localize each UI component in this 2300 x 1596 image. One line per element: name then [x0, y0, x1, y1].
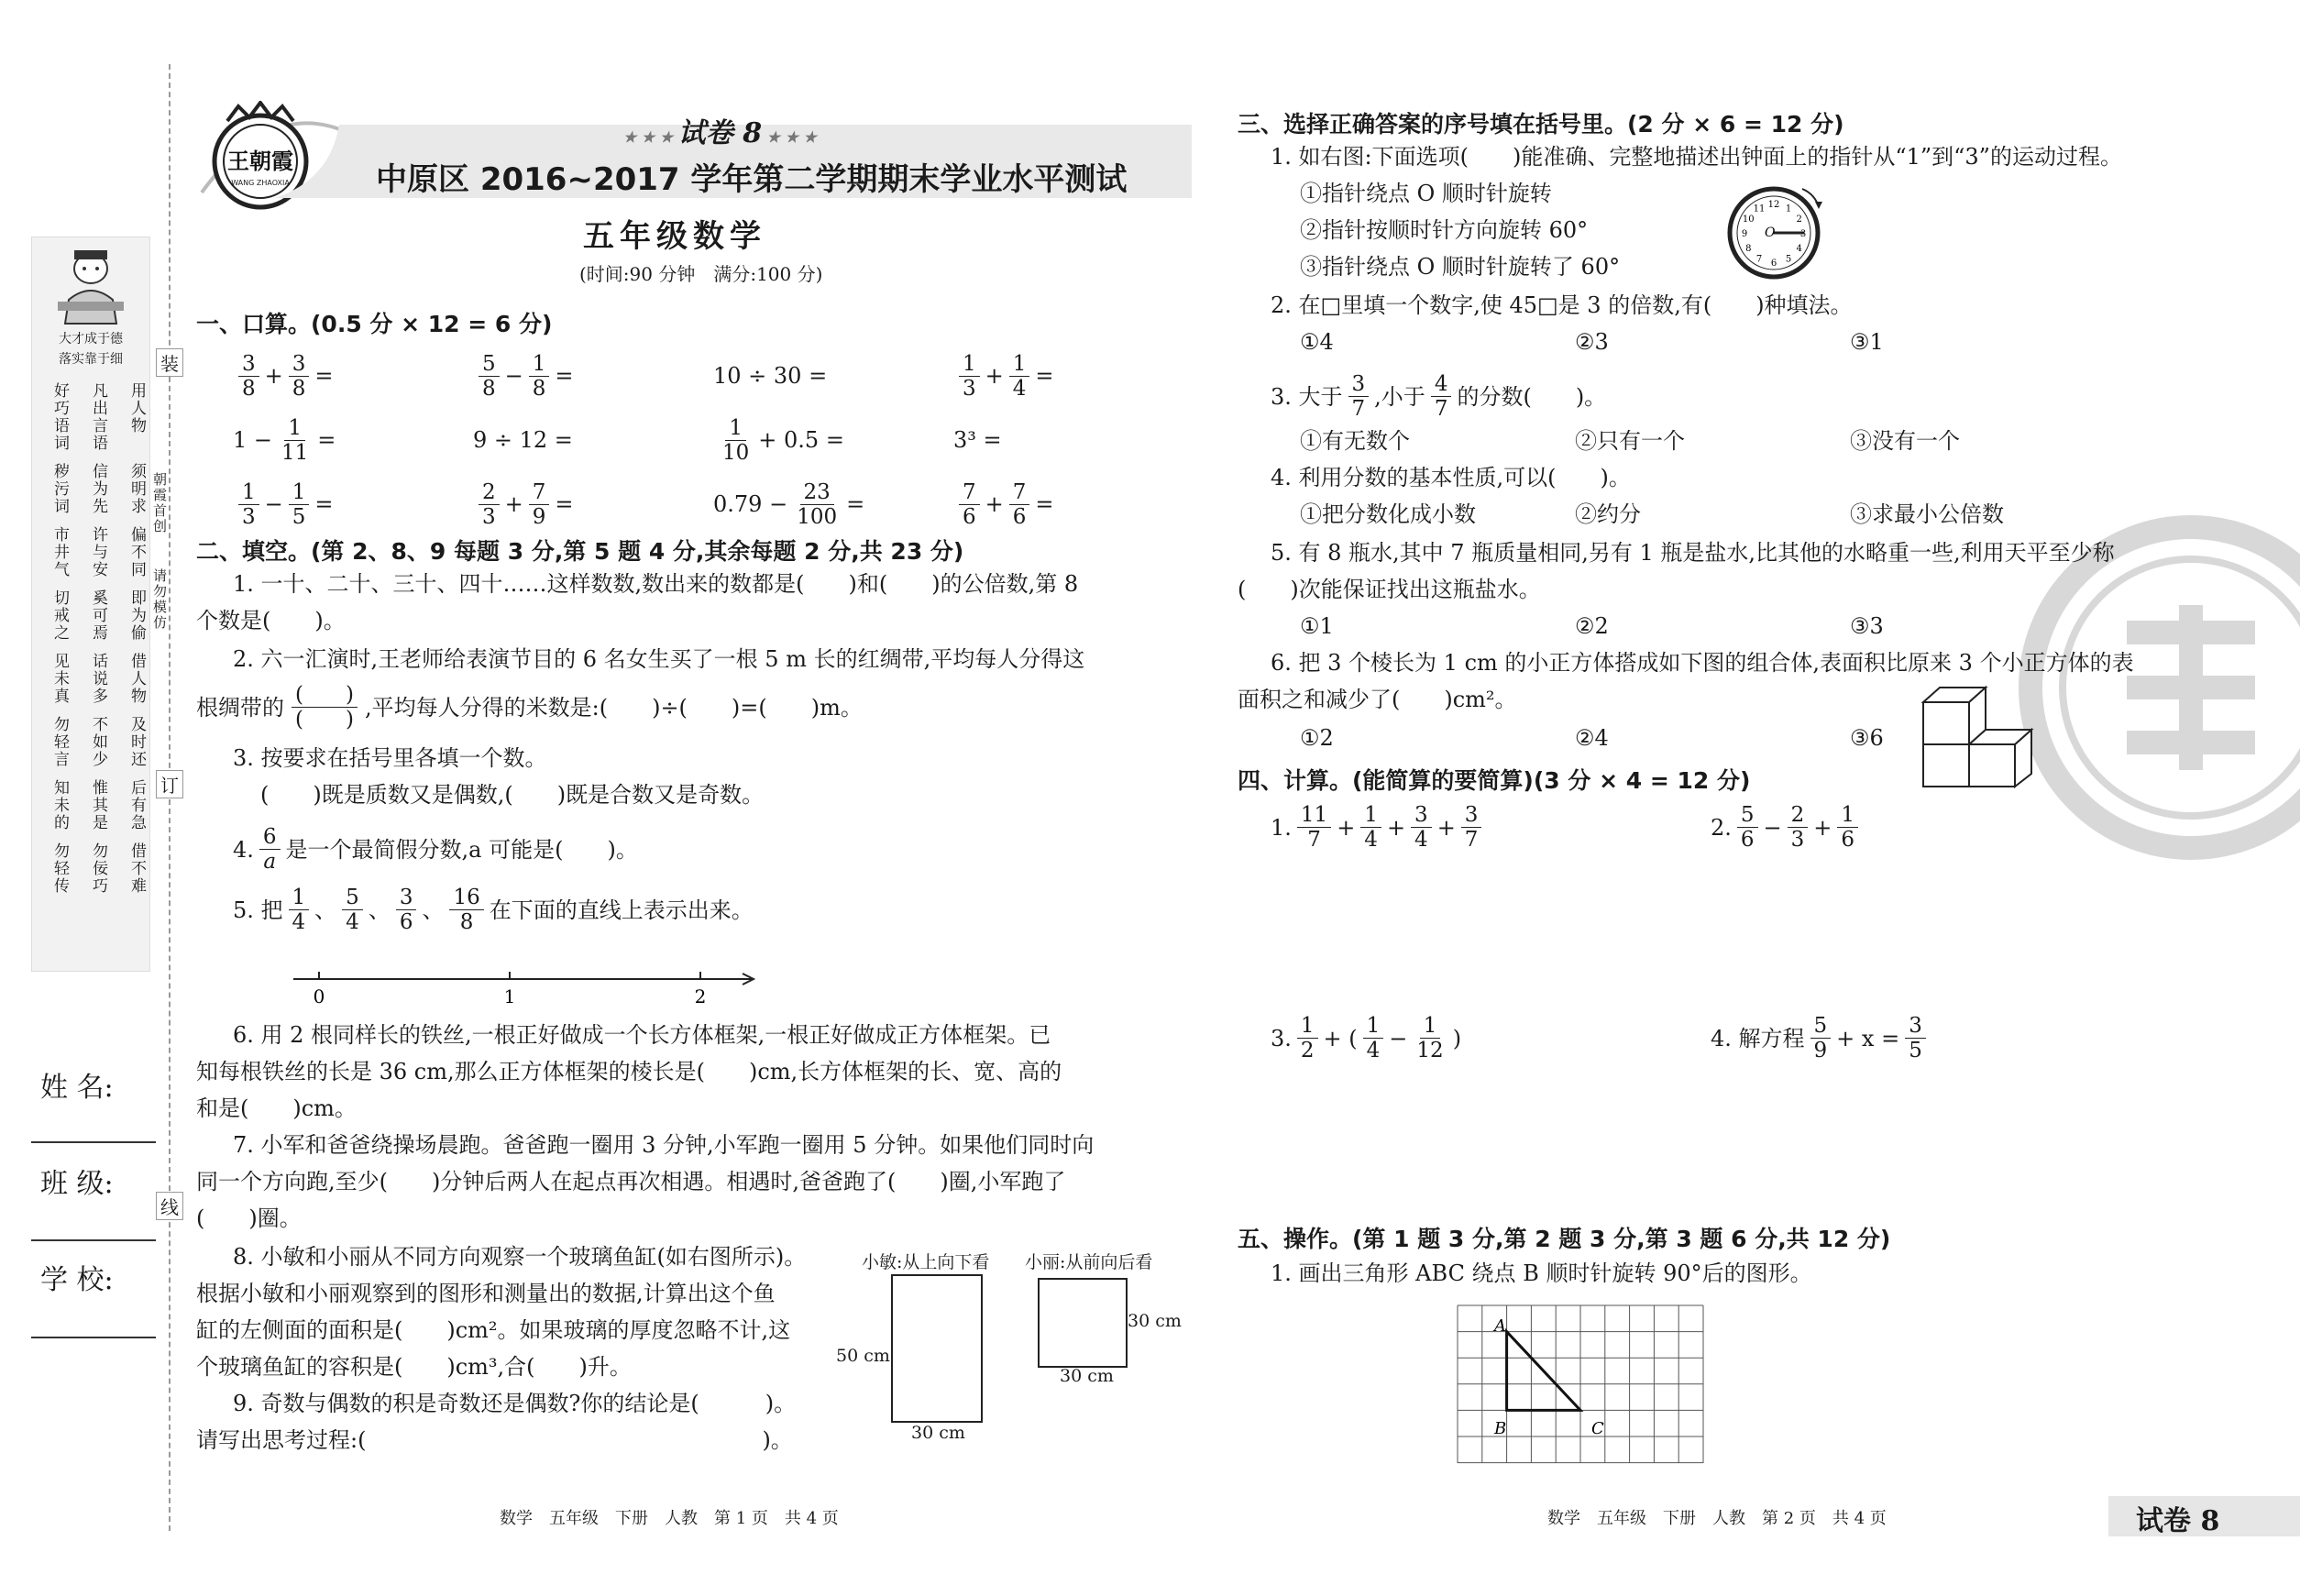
fraction-num: 3: [1461, 803, 1482, 828]
fraction: [959, 352, 980, 401]
q5-sep: 、: [368, 897, 391, 923]
calc-eq: =: [555, 491, 574, 517]
oral-calc-item: [233, 416, 473, 465]
fraction-den: 4: [1012, 376, 1027, 401]
fraction-num: 23: [800, 480, 834, 505]
proverb-grid: [32, 382, 149, 895]
option[interactable]: ③3: [1850, 613, 1884, 639]
calc-op: +: [1436, 814, 1456, 841]
fraction-num: 5: [1737, 803, 1758, 828]
point-label: A: [1494, 1316, 1506, 1336]
calc-op: −: [1763, 814, 1782, 841]
s2-q8b: 根据小敏和小丽观察到的图形和测量出的数据,计算出这个鱼: [196, 1281, 776, 1306]
calc-op: +: [1337, 814, 1356, 841]
proverb: 奚可焉: [89, 589, 107, 642]
fraction-num: 3: [396, 886, 417, 910]
s3-q1-opt1[interactable]: ①指针绕点 O 顺时针旋转: [1300, 181, 1552, 206]
dim-bottom1: 30 cm: [911, 1423, 965, 1443]
proverb: 及时还: [127, 716, 146, 768]
calc-op: ): [1452, 1025, 1462, 1051]
cutline-char-2: 订: [156, 770, 183, 798]
calc-eq: =: [314, 491, 334, 517]
oral-calc-item: [233, 352, 473, 401]
proverb: 知未的: [50, 779, 69, 831]
fraction: [238, 480, 259, 529]
calc-eq: =: [314, 363, 334, 389]
fraction-num: 1: [1297, 1014, 1318, 1039]
fraction-num: 1: [1009, 352, 1030, 377]
option[interactable]: ③没有一个: [1850, 428, 1960, 454]
proverb: 见未真: [50, 653, 69, 705]
name-field[interactable]: [31, 1141, 156, 1143]
fraction-num: 1: [1420, 1014, 1441, 1039]
fraction: [1363, 1014, 1384, 1062]
s4-title: 四、计算。(能简算的要简算)(3 分 × 4 = 12 分): [1238, 767, 1751, 794]
clock-numeral: 5: [1785, 254, 1792, 265]
calc-op: −: [264, 491, 283, 517]
fraction: [1009, 480, 1030, 529]
clock-icon: [1723, 180, 1824, 281]
calc-op: +: [264, 363, 283, 389]
fraction-den: 3: [963, 376, 976, 401]
proverb: 秽污词: [50, 463, 69, 515]
fraction-den: 3: [242, 504, 256, 529]
fraction: [238, 352, 259, 401]
q3-f2-d: 7: [1434, 397, 1448, 421]
s2-q4b: 是一个最简假分数,a 可能是( )。: [285, 836, 638, 863]
s2-q1a: 1. 一十、二十、三十、四十……这样数数,数出来的数都是( )和( )的公倍数,第 8: [233, 571, 1079, 597]
proverb: 勿佞巧: [89, 842, 107, 895]
s2-q5b: 在下面的直线上表示出来。: [489, 897, 754, 923]
s2-q8d: 个玻璃鱼缸的容积是( )cm³,合( )升。: [196, 1354, 632, 1380]
fraction-den: 6: [1841, 828, 1855, 852]
fraction-den: 6: [399, 910, 413, 934]
fraction-den: 4: [1364, 828, 1378, 852]
fraction-den: 8: [292, 376, 306, 401]
exam-title: 中原区 2016~2017 学年第二学期期末学业水平测试: [376, 161, 1128, 198]
proverb: 借不难: [127, 842, 146, 895]
q5-sep: 、: [314, 897, 337, 923]
fraction-den: 4: [292, 910, 306, 934]
fraction: [1810, 1014, 1832, 1062]
proverb: 惟其是: [89, 779, 107, 831]
fraction-num: 5: [342, 886, 363, 910]
dim-bottom2: 30 cm: [1060, 1366, 1114, 1386]
fraction: [278, 416, 312, 465]
s2-q2b2: ,平均每人分得的米数是:( )÷( )=( )m。: [365, 694, 863, 721]
s3-q1-opt3[interactable]: ③指针绕点 O 顺时针旋转了 60°: [1300, 254, 1621, 280]
s3-q1: 1. 如右图:下面选项( )能准确、完整地描述出钟面上的指针从“1”到“3”的运动过程。: [1271, 144, 2122, 170]
proverb: 借人物: [127, 653, 146, 705]
fraction-den: 10: [722, 440, 750, 465]
fraction-num: 3: [238, 352, 259, 377]
fraction-num: 1: [959, 352, 980, 377]
s2-q5a: 5. 把: [233, 897, 283, 923]
option[interactable]: ①1: [1300, 613, 1334, 639]
fraction-num: 1: [289, 886, 310, 910]
q4-den: a: [263, 850, 277, 874]
s2-title: 二、填空。(第 2、8、9 每题 3 分,第 5 题 4 分,其余每题 2 分,共 23 分): [196, 538, 964, 565]
option[interactable]: ③6: [1850, 725, 1884, 751]
s3-q3: [1271, 372, 1606, 421]
calc-eq: + 0.5 =: [758, 427, 844, 453]
proverb: 凡出言语: [89, 382, 107, 452]
footer-left: 数学 五年级 下册 人教 第 1 页 共 4 页: [500, 1509, 839, 1528]
fraction-num: 7: [959, 480, 980, 505]
front-view-rect: [1038, 1278, 1128, 1368]
fraction-den: 8: [532, 376, 546, 401]
calc-eq: =: [846, 491, 865, 517]
number-line-label: 0: [313, 985, 325, 1007]
triangle-abc: [1507, 1332, 1580, 1411]
point-label: C: [1591, 1419, 1604, 1438]
fraction-num: 7: [1009, 480, 1030, 505]
oral-calc-item: [953, 352, 1194, 401]
fraction-den: 9: [1813, 1039, 1828, 1062]
number-line-label: 2: [694, 985, 707, 1007]
fraction-den: 6: [963, 504, 976, 529]
fraction: [479, 352, 500, 401]
s2-q2-blank-fraction[interactable]: $\frac{( )}{( )}$: [290, 683, 359, 732]
s2-q3a: 3. 按要求在括号里各填一个数。: [233, 745, 547, 771]
rotation-grid[interactable]: [1454, 1302, 1707, 1467]
s5-q1: 1. 画出三角形 ABC 绕点 B 顺时针旋转 90°后的图形。: [1271, 1260, 1812, 1286]
s3-q6a: 6. 把 3 个棱长为 1 cm 的小正方体搭成如下图的组合体,表面积比原来 3 个小正方体的表: [1271, 650, 2134, 676]
calc-2: [1711, 803, 1864, 852]
exam-info: (时间:90 分钟 满分:100 分): [579, 263, 823, 285]
calc-text: 3³ =: [953, 427, 1002, 453]
calc-text: 9 ÷ 12 =: [473, 427, 573, 453]
fraction: [289, 480, 310, 529]
s3-title: 三、选择正确答案的序号填在括号里。(2 分 × 6 = 12 分): [1238, 111, 1844, 138]
option[interactable]: ②2: [1575, 613, 1609, 639]
fraction-num: 1: [529, 352, 550, 377]
s2-q2a: 2. 六一汇演时,王老师给表演节目的 6 名女生买了一根 5 m 长的红绸带,平均每人分得这: [233, 646, 1085, 672]
fraction-den: 100: [797, 504, 838, 529]
clock-numeral: 6: [1770, 259, 1777, 269]
subject-title: 五年级数学: [583, 218, 766, 255]
sidebar-proverbs: [31, 237, 150, 972]
clock-numeral: 9: [1741, 229, 1748, 239]
calc-op: +: [1813, 814, 1832, 841]
fraction-den: 3: [482, 504, 496, 529]
fraction-num: 1: [289, 480, 310, 505]
fraction: [959, 480, 980, 529]
logo-sub: WANG ZHAOXIA: [231, 179, 290, 187]
s5-title: 五、操作。(第 1 题 3 分,第 2 题 3 分,第 3 题 6 分,共 12 分): [1238, 1226, 1891, 1252]
option[interactable]: ②只有一个: [1575, 428, 1685, 454]
fraction-num: 1: [1360, 803, 1381, 828]
fraction: [1737, 803, 1758, 852]
option[interactable]: ③1: [1850, 329, 1884, 355]
dim-left: 50 cm: [836, 1346, 890, 1366]
fig-title-1: 小敏:从上向下看: [862, 1252, 990, 1272]
calc-1: [1271, 803, 1487, 852]
clock-numeral: 11: [1753, 204, 1766, 215]
s3-q1-opt2[interactable]: ②指针按顺时针方向旋转 60°: [1300, 217, 1589, 243]
logo-text: 王朝霞: [227, 148, 293, 174]
calc-op: +: [1386, 814, 1406, 841]
cut-note-2: 请勿模仿: [151, 568, 168, 631]
q3-f2-n: 4: [1431, 372, 1452, 397]
fraction-den: 6: [1012, 504, 1027, 529]
fraction-den: 2: [1300, 1039, 1315, 1062]
oral-calc-item: [473, 352, 713, 401]
option[interactable]: ①把分数化成小数: [1300, 501, 1476, 527]
oral-calc-item: [233, 480, 473, 529]
fraction: [529, 480, 550, 529]
fraction-num: 5: [1810, 1014, 1832, 1039]
option[interactable]: ②4: [1575, 725, 1609, 751]
calc-eq: =: [1035, 491, 1054, 517]
calc-number: 4. 解方程: [1711, 1025, 1805, 1051]
s3-q4-options: [1300, 499, 2125, 530]
proverb: 用人物: [127, 382, 146, 435]
motto-line-1: 大才成于德: [59, 332, 123, 347]
calc-op: + (: [1323, 1025, 1358, 1051]
number-line[interactable]: [284, 963, 761, 1008]
fraction-den: 7: [1307, 828, 1321, 852]
fraction: [289, 352, 310, 401]
footer-right: 数学 五年级 下册 人教 第 2 页 共 4 页: [1547, 1509, 1887, 1528]
q3-f1-d: 7: [1351, 397, 1366, 421]
proverb: 好巧语词: [50, 382, 69, 452]
clock-numeral: 12: [1767, 200, 1780, 210]
fraction-den: 7: [1464, 828, 1479, 852]
s2-q8a: 8. 小敏和小丽从不同方向观察一个玻璃鱼缸(如右图所示)。: [233, 1244, 807, 1270]
fraction: [1837, 803, 1858, 852]
fraction-num: 1: [238, 480, 259, 505]
option[interactable]: ①4: [1300, 329, 1334, 355]
q5-fraction: [396, 886, 417, 934]
school-field[interactable]: [31, 1337, 156, 1338]
calc-pre: 1 −: [233, 427, 273, 453]
option[interactable]: ③求最小公倍数: [1850, 501, 2004, 527]
oral-calc-item: [473, 480, 713, 529]
calc-number: 3.: [1271, 1025, 1292, 1051]
fraction-den: 4: [1414, 828, 1428, 852]
calc-eq: =: [1035, 363, 1054, 389]
s2-q7c: ( )圈。: [196, 1205, 302, 1231]
s3-q3-options: [1300, 425, 2125, 457]
s2-q7a: 7. 小军和爸爸绕操场晨跑。爸爸跑一圈用 3 分钟,小军跑一圈用 5 分钟。如果他们同时向: [233, 1132, 1095, 1158]
calc-op: −: [1389, 1025, 1408, 1051]
proverb: 不如少: [89, 716, 107, 768]
fraction-den: 6: [1740, 828, 1755, 852]
calc-text: 10 ÷ 30 =: [713, 363, 828, 389]
fraction-num: 3: [1411, 803, 1432, 828]
clock-numeral: 1: [1785, 204, 1792, 215]
proverb: 须明求: [127, 463, 146, 515]
s2-q1b: 个数是( )。: [196, 608, 346, 633]
calc-number: 2.: [1711, 814, 1732, 841]
fraction-num: 1: [1837, 803, 1858, 828]
s3-q2: 2. 在□里填一个数字,使 45□是 3 的倍数,有( )种填法。: [1271, 292, 1853, 318]
footer-tag: 试卷 8: [2136, 1505, 2220, 1537]
school-label: 学 校:: [40, 1264, 114, 1296]
calc-pre: 0.79 −: [713, 491, 788, 517]
s2-q3b: ( )既是质数又是偶数,( )既是合数又是奇数。: [260, 782, 765, 808]
s2-q4: [233, 825, 638, 874]
s3-q4: 4. 利用分数的基本性质,可以( )。: [1271, 465, 1631, 490]
s2-q8c: 缸的左侧面的面积是( )cm²。如果玻璃的厚度忽略不计,这: [196, 1317, 791, 1343]
s2-q2b1: 根绸带的: [196, 694, 284, 721]
q5-fraction: [289, 886, 310, 934]
q5-fraction: [449, 886, 483, 934]
class-label: 班 级:: [40, 1168, 114, 1200]
cutline-char-3: 线: [156, 1192, 183, 1220]
fraction-den: 8: [482, 376, 496, 401]
q5-sep: 、: [422, 897, 445, 923]
option[interactable]: ②3: [1575, 329, 1609, 355]
fraction-den: 5: [1909, 1039, 1922, 1062]
calc-3: [1271, 1014, 1461, 1062]
clock-numeral: 2: [1796, 215, 1802, 225]
fig-title-2: 小丽:从前向后看: [1025, 1252, 1153, 1272]
s3-q5-options: [1300, 611, 2125, 642]
fraction-den: 12: [1416, 1039, 1444, 1062]
fraction: [1411, 803, 1432, 852]
option[interactable]: ①有无数个: [1300, 428, 1410, 454]
clock-numeral: 10: [1742, 215, 1755, 225]
proverb: 偏不同: [127, 526, 146, 578]
oral-calc-grid: [233, 344, 1113, 536]
fraction: [529, 352, 550, 401]
oral-calc-item: [953, 427, 1194, 453]
proverb: 信为先: [89, 463, 107, 515]
clock-numeral: 8: [1745, 244, 1752, 254]
class-field[interactable]: [31, 1239, 156, 1241]
oral-calc-item: [713, 480, 953, 529]
fraction: [793, 480, 841, 529]
proverb: 市井气: [50, 526, 69, 578]
fraction-num: 5: [479, 352, 500, 377]
fraction: [1360, 803, 1381, 852]
fraction-den: 4: [1366, 1039, 1381, 1062]
fraction: [1297, 803, 1331, 852]
q3-f1-n: 3: [1348, 372, 1370, 397]
calc-eq: =: [555, 363, 574, 389]
point-label: B: [1494, 1419, 1507, 1438]
oral-calc-item: [953, 480, 1194, 529]
fraction: [1788, 803, 1809, 852]
s2-q6a: 6. 用 2 根同样长的铁丝,一根正好做成一个长方体框架,一根正好做成正方体框架。已: [233, 1022, 1051, 1048]
scholar-icon: [32, 245, 149, 329]
s2-q6c: 和是( )cm。: [196, 1095, 357, 1121]
cutline-char-1: 装: [156, 348, 183, 377]
s2-q9b: 请写出思考过程:( )。: [196, 1427, 793, 1453]
fraction: [719, 416, 753, 465]
proverb: 即为偷: [127, 589, 146, 642]
fraction: [1297, 1014, 1318, 1062]
fraction-num: 1: [1363, 1014, 1384, 1039]
clock-center-label: O: [1765, 226, 1776, 240]
fraction: [1905, 1014, 1926, 1062]
fraction-num: 2: [479, 480, 500, 505]
fraction-num: 16: [449, 886, 483, 910]
fraction-num: 1: [284, 416, 305, 441]
fraction-den: 9: [532, 504, 546, 529]
proverb: 切戒之: [50, 589, 69, 642]
fraction: [1461, 803, 1482, 852]
cube-figure: [1921, 678, 2041, 788]
s2-q5: [233, 886, 754, 934]
fraction-num: 3: [289, 352, 310, 377]
dim-right: 30 cm: [1128, 1311, 1182, 1331]
calc-op: +: [504, 491, 523, 517]
calc-number: 1.: [1271, 814, 1292, 841]
proverb: 后有急: [127, 779, 146, 831]
proverb: 话说多: [89, 653, 107, 705]
clock-numeral: 3: [1799, 229, 1807, 239]
option[interactable]: ②约分: [1575, 501, 1641, 527]
s2-q9a: 9. 奇数与偶数的积是奇数还是偶数?你的结论是( )。: [233, 1391, 797, 1416]
s2-q6b: 知每根铁丝的长是 36 cm,那么正方体框架的棱长是( )cm,长方体框架的长、宽、高的: [196, 1059, 1062, 1084]
fraction: [1413, 1014, 1447, 1062]
fraction-den: 11: [281, 440, 309, 465]
clock-numeral: 4: [1796, 244, 1802, 254]
fraction-num: 1: [725, 416, 746, 441]
s2-q2b: [196, 683, 863, 732]
fraction-den: 8: [242, 376, 256, 401]
fraction-num: 2: [1788, 803, 1809, 828]
clock-numeral: 7: [1755, 254, 1763, 265]
calc-op: +: [985, 363, 1004, 389]
s3-q5b: ( )次能保证找出这瓶盐水。: [1238, 577, 1541, 602]
fraction: [1009, 352, 1030, 401]
s3-q2-options: [1300, 326, 2125, 358]
oral-calc-item: [713, 416, 953, 465]
fraction-den: 4: [346, 910, 359, 934]
s2-q4a: 4.: [233, 836, 254, 863]
fraction-num: 11: [1297, 803, 1331, 828]
calc-4: [1711, 1014, 1931, 1062]
fraction-num: 7: [529, 480, 550, 505]
s3-q3a: 3. 大于: [1271, 383, 1343, 410]
cut-note-1: 朝霞首创: [151, 472, 168, 534]
option[interactable]: ①2: [1300, 725, 1334, 751]
top-view-rect: [891, 1274, 983, 1423]
s3-q3c: 的分数( )。: [1457, 383, 1607, 410]
q5-fraction: [342, 886, 363, 934]
s1-title: 一、口算。(0.5 分 × 12 = 6 分): [196, 311, 553, 337]
s3-q3b: ,小于: [1374, 383, 1425, 410]
proverb: 勿轻传: [50, 842, 69, 895]
calc-op: + x =: [1836, 1025, 1900, 1051]
calc-op: +: [985, 491, 1004, 517]
s3-q6b: 面积之和减少了( )cm²。: [1238, 687, 1517, 712]
s2-q7b: 同一个方向跑,至少( )分钟后两人在起点再次相遇。相遇时,爸爸跑了( )圈,小军跑了: [196, 1169, 1066, 1194]
proverb: 许与安: [89, 526, 107, 578]
proverb: 勿轻言: [50, 716, 69, 768]
fraction-den: 8: [459, 910, 474, 934]
fraction-num: 3: [1905, 1014, 1926, 1039]
s3-q5a: 5. 有 8 瓶水,其中 7 瓶质量相同,另有 1 瓶是盐水,比其他的水略重一些,利用天平至少称: [1271, 540, 2115, 566]
fraction-den: 5: [292, 504, 306, 529]
paper-label: ★ ★ ★ 试卷 8 ★ ★ ★: [623, 117, 817, 149]
name-label: 姓 名:: [40, 1072, 114, 1104]
calc-op: −: [504, 363, 523, 389]
motto-line-2: 落实靠于细: [59, 352, 123, 367]
oral-calc-item: [713, 363, 953, 389]
fraction: [479, 480, 500, 529]
fraction-den: 3: [1790, 828, 1805, 852]
number-line-label: 1: [503, 985, 516, 1007]
q4-num: 6: [259, 825, 281, 850]
oral-calc-item: [473, 427, 713, 453]
calc-eq: =: [317, 427, 336, 453]
